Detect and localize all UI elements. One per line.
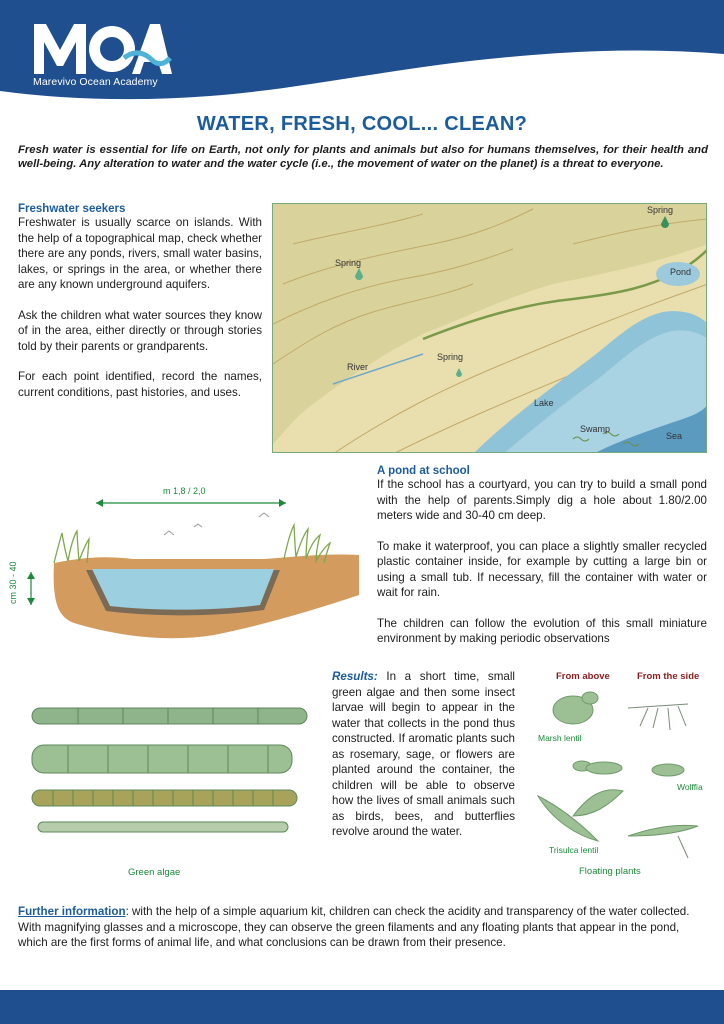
map-illustration	[273, 204, 707, 453]
wolffia-label: Wolffia	[677, 782, 703, 792]
logo-subtitle: Marevivo Ocean Academy	[33, 76, 158, 88]
floating-plants-illustration	[528, 686, 718, 866]
map-label-pond: Pond	[670, 267, 692, 277]
results-section	[332, 669, 515, 840]
further-info-text: : with the help of a simple aquarium kit, children can check the acidity and transparency of the water collected. With magnifying glasses and a microscope, they can observe the green filaments and any floating plants that appear in the pond, which are the first forms of animal life, and what conclusions can be drawn from their presence.	[18, 905, 690, 949]
map-label-sea: Sea	[666, 431, 683, 441]
trisulca-label: Trisulca lentil	[549, 845, 599, 855]
freshwater-section	[18, 203, 262, 415]
from-above-heading: From above	[556, 671, 610, 682]
freshwater-heading: Freshwater seekers	[18, 203, 126, 215]
further-info	[18, 904, 708, 951]
pond-heading: A pond at school	[377, 465, 470, 477]
map-label-swamp: Swamp	[580, 424, 611, 434]
freshwater-paragraph: For each point identified, record the names, current conditions, past histories, and uses.	[18, 370, 262, 399]
results-text: In a short time, small green algae and then some insect larvae will begin to appear in the water that collects in the pond thus constructed. If aromatic plants such as rosemary, sage, or flowers are planted around the container, the children will be able to observe how the lives of small animals such as birds, bees, and butterflies revolve around the water.	[332, 670, 515, 838]
pond-paragraph: To make it waterproof, you can place a slightly smaller recycled plastic container inside, for example by cutting a large bin or using a small tub. If necessary, fill the container with water or wait for rain.	[377, 539, 707, 599]
moa-logo	[32, 20, 172, 76]
map-label-spring: Spring	[335, 258, 362, 268]
map-label-lake: Lake	[534, 398, 554, 408]
intro-text: Fresh water is essential for life on Earth, not only for plants and animals but also for humans themselves, for their health and well-being. Any alteration to water and the water cycle (i.e., the movement of water on the planet) is a threat to everyone.	[18, 144, 708, 170]
freshwater-paragraph: Ask the children what water sources they know of in the area, either directly or through stories told by their parents or grandparents.	[18, 308, 262, 353]
pond-cross-section	[14, 495, 364, 645]
results-label: Results:	[332, 670, 378, 683]
marsh-lentil-label: Marsh lentil	[538, 733, 582, 743]
page-title: WATER, FRESH, COOL... CLEAN?	[196, 113, 528, 135]
green-algae-illustration	[28, 700, 313, 850]
map-label-river: River	[347, 362, 369, 372]
pond-paragraph: The children can follow the evolution of this small miniature environment by making periodic observations	[377, 616, 707, 645]
topographic-map	[272, 203, 707, 453]
map-label-spring: Spring	[437, 352, 464, 362]
map-label-spring: Spring	[647, 205, 674, 215]
pond-depth-label: cm 30 - 40	[8, 561, 18, 604]
further-info-label: Further information	[18, 905, 126, 918]
footer-bar	[0, 990, 724, 1024]
algae-caption: Green algae	[128, 867, 181, 878]
pond-width-label: m 1,8 / 2,0	[163, 486, 206, 496]
pond-section	[377, 465, 707, 662]
pond-paragraph: If the school has a courtyard, you can try to build a small pond with the help of parents.Simply dig a hole about 1.80/2.00 meters wide and 30-40 cm deep.	[377, 478, 707, 522]
freshwater-paragraph: Freshwater is usually scarce on islands. With the help of a topographical map, check whether there are any ponds, rivers, small water basins, lakes, or springs in the area, or whether there are any known underground aquifers.	[18, 216, 262, 291]
floating-plants-caption: Floating plants	[579, 866, 641, 877]
from-side-heading: From the side	[637, 671, 700, 682]
